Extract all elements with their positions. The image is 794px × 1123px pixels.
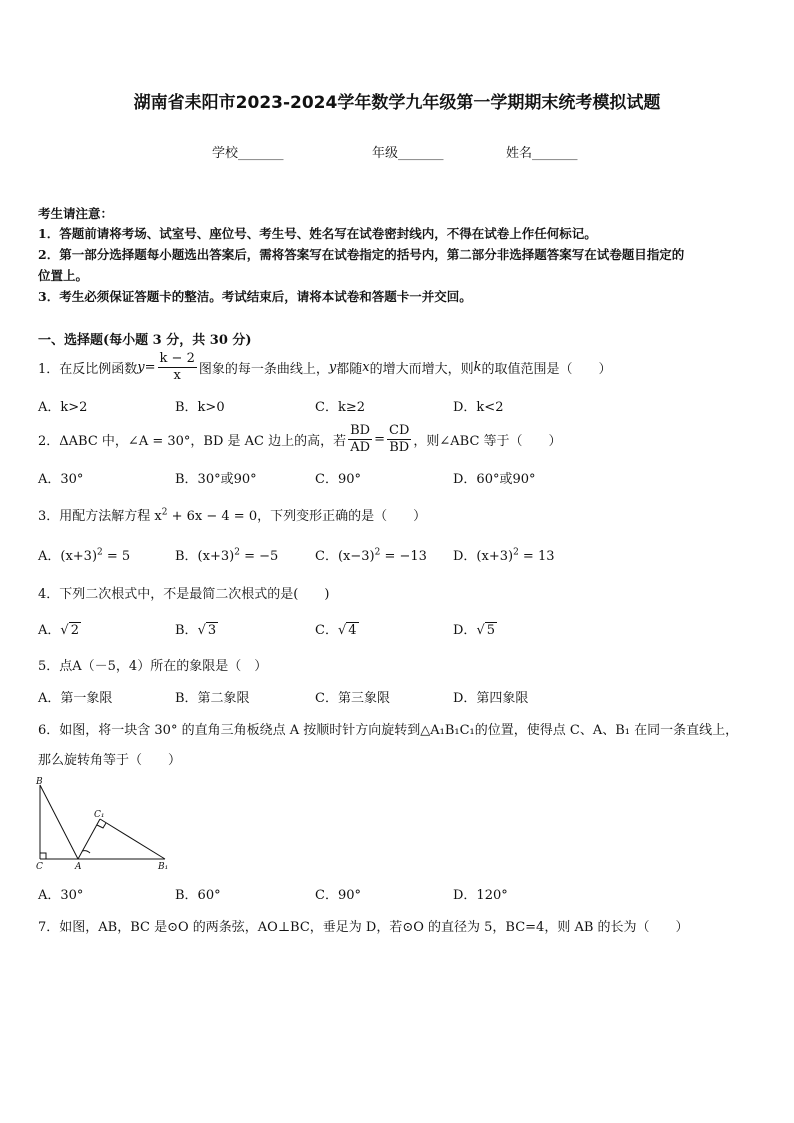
- q3-b-rest: = −5: [239, 549, 279, 564]
- school-field[interactable]: 学校_______: [212, 146, 284, 161]
- q3-c-rest: = −13: [380, 549, 427, 564]
- q3-option-d[interactable]: [453, 545, 555, 564]
- q2-f1-numerator: BD: [350, 422, 371, 438]
- q1-mid: 图象的每一条曲线上，: [198, 361, 329, 377]
- q3-c-label: C．(x−3): [315, 549, 375, 564]
- question-6-line-2: 那么旋转角等于（ ）: [38, 753, 182, 768]
- edge-ac1: [78, 819, 100, 859]
- q3-b-exp: 2: [234, 547, 240, 558]
- right-angle-mark-c: [40, 853, 46, 859]
- q1-option-d[interactable]: D．k<2: [453, 400, 504, 415]
- q3-a-rest: = 5: [102, 549, 131, 564]
- q2-option-d[interactable]: D．60°或90°: [453, 472, 536, 487]
- question-4: 4．下列二次根式中，不是最简二次根式的是( ): [38, 587, 330, 602]
- q3-text-a: 3．用配方法解方程 x: [38, 509, 162, 524]
- notice-item-2: 2．第一部分选择题每小题选出答案后，需将答案写在试卷指定的括号内，第二部分非选择题答案写在试卷题目指定的: [38, 247, 685, 262]
- q5-option-b[interactable]: B．第二象限: [175, 691, 250, 706]
- question-6-line-1: 6．如图，将一块含 30° 的直角三角板绕点 A 按顺时针方向旋转到△A₁B₁C₁的位置，使得点 C、A、B₁ 在同一条直线上，: [38, 723, 739, 738]
- q1-var-y: y: [137, 359, 145, 375]
- q3-option-c[interactable]: [315, 545, 427, 564]
- q1-numerator: k − 2: [159, 350, 195, 366]
- q3-option-a[interactable]: [38, 545, 130, 564]
- question-7: 7．如图，AB，BC 是⊙O 的两条弦，AO⊥BC，垂足为 D，若⊙O 的直径为 5，BC=4，则 AB 的长为（ ）: [38, 920, 689, 935]
- q2-f2-numerator: CD: [389, 422, 410, 438]
- q1-option-c[interactable]: C．k≥2: [315, 400, 365, 415]
- q4-a-label: A．: [38, 623, 61, 638]
- question-1: [38, 348, 612, 386]
- q3-a-exp: 2: [97, 547, 103, 558]
- section-heading: 一、选择题(每小题 3 分，共 30 分): [38, 333, 252, 348]
- q1-denominator: x: [173, 367, 181, 383]
- rotation-arc: [82, 851, 90, 853]
- label-b: B: [36, 777, 43, 787]
- notice-heading: 考生请注意：: [38, 206, 114, 221]
- notice-item-2-cont: 位置上。: [38, 268, 89, 283]
- q3-d-rest: = 13: [518, 549, 555, 564]
- q4-c-label: C．: [315, 623, 338, 638]
- q3-a-label: A．(x+3): [38, 549, 98, 564]
- q2-equals: =: [374, 431, 385, 447]
- edge-ba: [40, 785, 78, 859]
- question-2: [38, 420, 562, 458]
- q4-d-label: D．: [453, 623, 477, 638]
- q4-option-b[interactable]: [175, 619, 218, 638]
- q3-d-exp: 2: [513, 547, 519, 558]
- label-c1: C₁: [94, 810, 105, 820]
- q4-option-c[interactable]: [315, 619, 359, 638]
- edge-c1b1: [100, 819, 165, 859]
- q1-var-x: x: [362, 359, 370, 375]
- q2-f1-denominator: AD: [350, 439, 370, 455]
- q2-fraction-2: [387, 423, 411, 456]
- sqrt-icon: √ 5: [476, 623, 496, 638]
- q1-prefix: 1．在反比例函数: [38, 361, 138, 377]
- label-b1: B₁: [158, 862, 169, 872]
- q5-option-a[interactable]: A．第一象限: [38, 691, 113, 706]
- q3-option-b[interactable]: [175, 545, 278, 564]
- q1-var-y2: y: [328, 359, 337, 375]
- sqrt-icon: √ 3: [197, 623, 217, 638]
- q5-option-c[interactable]: C．第三象限: [315, 691, 390, 706]
- q1-option-b[interactable]: B．k>0: [175, 400, 225, 415]
- q4-option-a[interactable]: [38, 619, 81, 638]
- label-a: A: [75, 862, 82, 872]
- q4-option-d[interactable]: [453, 619, 497, 638]
- page-title: 湖南省耒阳市2023-2024学年数学九年级第一学期期末统考模拟试题: [133, 93, 661, 113]
- q1-equals: =: [144, 359, 156, 375]
- q6-option-d[interactable]: D．120°: [453, 888, 508, 903]
- triangle-rotation-figure: [30, 775, 175, 875]
- sqrt-icon: √ 4: [337, 623, 357, 638]
- q2-option-a[interactable]: A．30°: [38, 472, 84, 487]
- q2-prefix: 2．ΔABC 中，∠A = 30°，BD 是 AC 边上的高，若: [38, 433, 347, 449]
- notice-item-3: 3．考生必须保证答题卡的整洁。考试结束后，请将本试卷和答题卡一并交回。: [38, 289, 472, 304]
- q3-text-b: + 6x − 4 = 0，下列变形正确的是（ ）: [167, 509, 427, 524]
- q1-post: 的取值范围是（ ）: [481, 361, 612, 377]
- q4-b-label: B．: [175, 623, 198, 638]
- notice-item-1: 1．答题前请将考场、试室号、座位号、考生号、姓名写在试卷密封线内，不得在试卷上作任何标记。: [38, 226, 597, 241]
- q3-c-exp: 2: [374, 547, 381, 558]
- q1-var-k: k: [473, 359, 482, 375]
- grade-field[interactable]: 年级_______: [372, 146, 444, 161]
- q1-mid3: 的增大而增大，则: [369, 361, 474, 377]
- q3-b-label: B．(x+3): [175, 549, 235, 564]
- right-angle-mark-c1: [97, 823, 106, 828]
- q2-option-c[interactable]: C．90°: [315, 472, 361, 487]
- label-c: C: [36, 862, 43, 872]
- q6-option-b[interactable]: B．60°: [175, 888, 221, 903]
- sqrt-icon: √ 2: [60, 623, 79, 638]
- q2-fraction-1: [348, 423, 372, 456]
- q1-option-a[interactable]: A．k>2: [38, 400, 88, 415]
- name-field[interactable]: 姓名_______: [506, 146, 578, 161]
- q1-mid2: 都随: [336, 361, 363, 377]
- q1-fraction: [158, 351, 197, 384]
- question-3: [38, 505, 426, 524]
- q2-f2-denominator: BD: [389, 439, 410, 455]
- q5-option-d[interactable]: D．第四象限: [453, 691, 529, 706]
- q3-d-label: D．(x+3): [453, 549, 514, 564]
- q2-option-b[interactable]: B．30°或90°: [175, 472, 257, 487]
- q6-option-c[interactable]: C．90°: [315, 888, 361, 903]
- question-5: 5．点A（－5，4）所在的象限是（ ）: [38, 659, 268, 674]
- q2-post: ，则∠ABC 等于（ ）: [413, 433, 562, 449]
- q3-exponent: 2: [161, 507, 168, 518]
- q6-option-a[interactable]: A．30°: [38, 888, 84, 903]
